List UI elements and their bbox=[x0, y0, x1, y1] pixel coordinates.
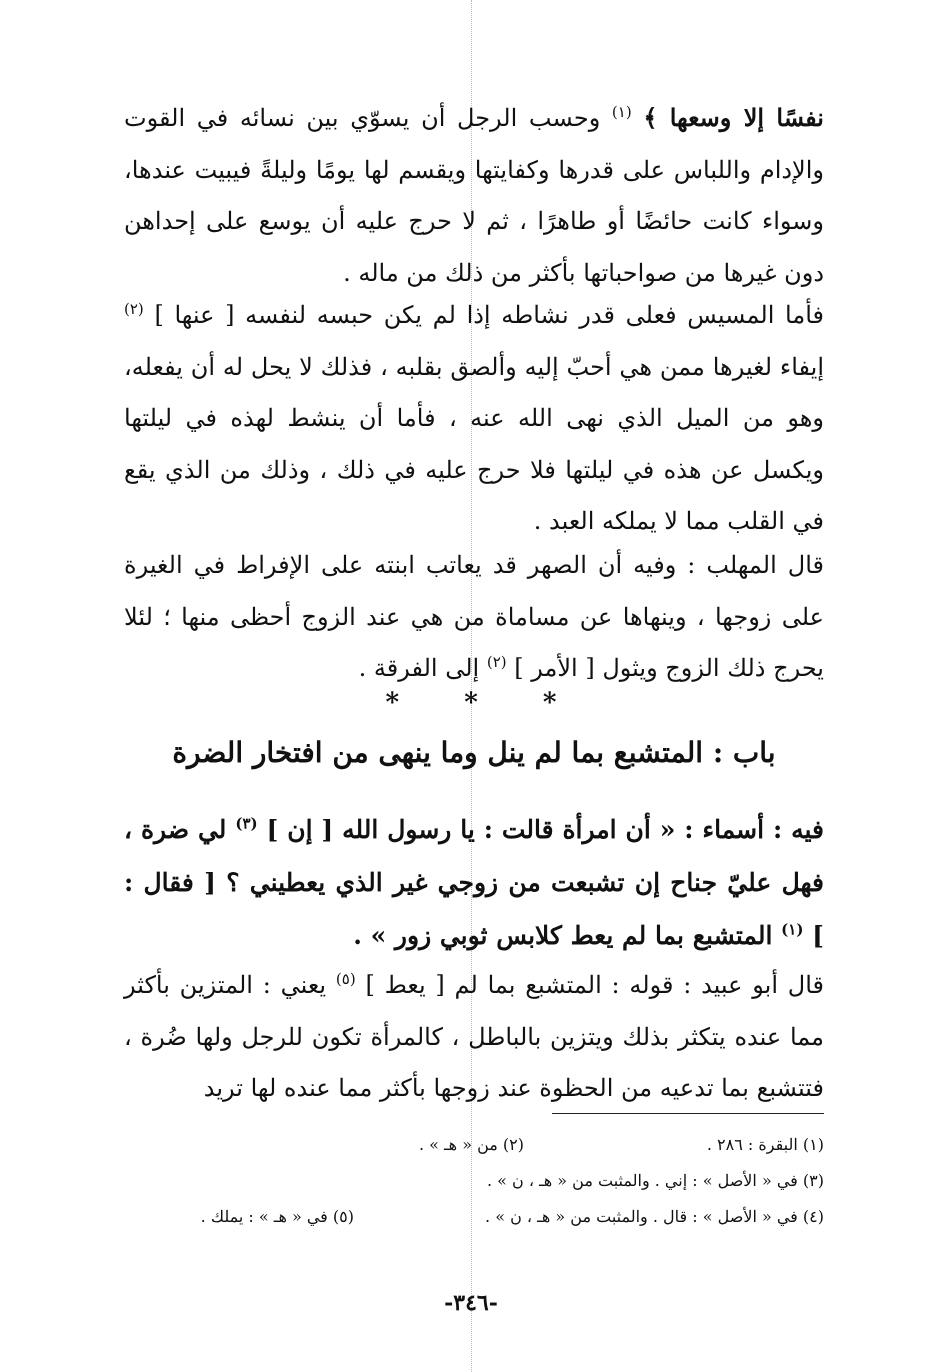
divider-star-2: * bbox=[464, 688, 478, 718]
paragraph-6-text-b: يعني : المتزين بأكثر مما عنده يتكثر بذلك ويتزين بالباطل ، كالمرأة تكون للرجل ولها ضُرة ، فتتشبع بما تدعيه من الحظوة عند زوجها بأكثر مما عنده لها تريد bbox=[124, 971, 824, 1102]
hadith-text-c: المتشبع بما لم يعط كلابس ثوبي زور » . bbox=[353, 921, 773, 950]
page-number: -٣٤٦- bbox=[444, 1290, 498, 1316]
footnote-row-3 bbox=[104, 1199, 824, 1235]
footnote-ref-1[interactable]: (١) bbox=[611, 103, 632, 121]
footnote-row-2 bbox=[104, 1163, 824, 1199]
hadith-text-a: فيه : أسماء : « أن امرأة قالت : يا رسول الله [ إن ] bbox=[266, 815, 824, 844]
chapter-heading: باب : المتشبع بما لم ينل وما ينهى من افتخار الضرة bbox=[172, 736, 776, 769]
section-divider bbox=[0, 688, 942, 718]
paragraph-2 bbox=[124, 290, 824, 548]
footnote-5: (٥) في « هـ » : يملك . bbox=[200, 1207, 354, 1226]
footnote-ref-4[interactable]: (١) bbox=[781, 920, 804, 939]
paragraph-2-text-b: إيفاء لغيرها ممن هي أحبّ إليه وألصق بقلبه ، فذلك لا يحل له أن يفعله، وهو من الميل الذي نهى الله عنه ، فأما أن ينشط لهذه في ليلتها ويكسل عن هذه في ليلتها فلا حرج عليه في ذلك ، وذلك من الذي يقع في القلب مما لا يملكه العبد . bbox=[124, 352, 824, 535]
divider-star-3: * bbox=[542, 688, 557, 718]
paragraph-3-text-b: إلى الفرقة . bbox=[358, 654, 480, 682]
hadith-text-b: لي ضرة ، فهل عليّ جناح إن تشبعت من زوجي غير الذي يعطيني ؟ [ فقال : ] bbox=[124, 815, 824, 950]
footnotes bbox=[104, 1127, 824, 1235]
footnote-3: (٣) في « الأصل » : إني . والمثبت من « هـ ، ن » . bbox=[486, 1171, 824, 1190]
footnote-4: (٤) في « الأصل » : قال . والمثبت من « هـ ، ن » . bbox=[485, 1207, 824, 1226]
footnote-ref-3[interactable]: (٣) bbox=[235, 814, 258, 833]
footnote-separator bbox=[552, 1113, 824, 1114]
paragraph-3-text-a: قال المهلب : وفيه أن الصهر قد يعاتب ابنته على الإفراط في الغيرة على زوجها ، وينهاها عن مساماة من هي عند الزوج أحظى منها ؛ لئلا يحرج ذلك الزوج ويثول [ الأمر ] bbox=[124, 551, 824, 682]
paragraph-3 bbox=[124, 540, 824, 695]
footnote-2: (٢) من « هـ » . bbox=[418, 1135, 524, 1154]
paragraph-1-text: وحسب الرجل أن يسوّي بين نسائه في القوت والإدام واللباس على قدرها وكفايتها ويقسم لها يومًا وليلةً فيبيت عندها، وسواء كانت حائضًا أو طاهرًا ، ثم لا حرج عليه أن يوسع على إحداهن دون غيرها من صواحباتها بأكثر من ذلك من ماله . bbox=[124, 104, 824, 287]
paragraph-6 bbox=[124, 960, 824, 1115]
hadith-paragraph bbox=[124, 803, 824, 962]
footnote-row-1 bbox=[104, 1127, 824, 1163]
paragraph-1 bbox=[124, 92, 824, 299]
quran-quote: نفسًا إلا وسعها ﴾ bbox=[643, 103, 824, 132]
footnote-1: (١) البقرة : ٢٨٦ . bbox=[706, 1135, 824, 1154]
footnote-ref-5[interactable]: (٥) bbox=[335, 970, 356, 988]
footnote-ref-2b[interactable]: (٢) bbox=[486, 653, 507, 671]
paragraph-2-text-a: فأما المسيس فعلى قدر نشاطه إذا لم يكن حبسه لنفسه [ عنها ] bbox=[154, 301, 824, 329]
paragraph-6-text-a: قال أبو عبيد : قوله : المتشبع بما لم [ يعط ] bbox=[365, 971, 824, 999]
footnote-ref-2[interactable]: (٢) bbox=[124, 300, 144, 318]
divider-star-1: * bbox=[385, 688, 400, 718]
